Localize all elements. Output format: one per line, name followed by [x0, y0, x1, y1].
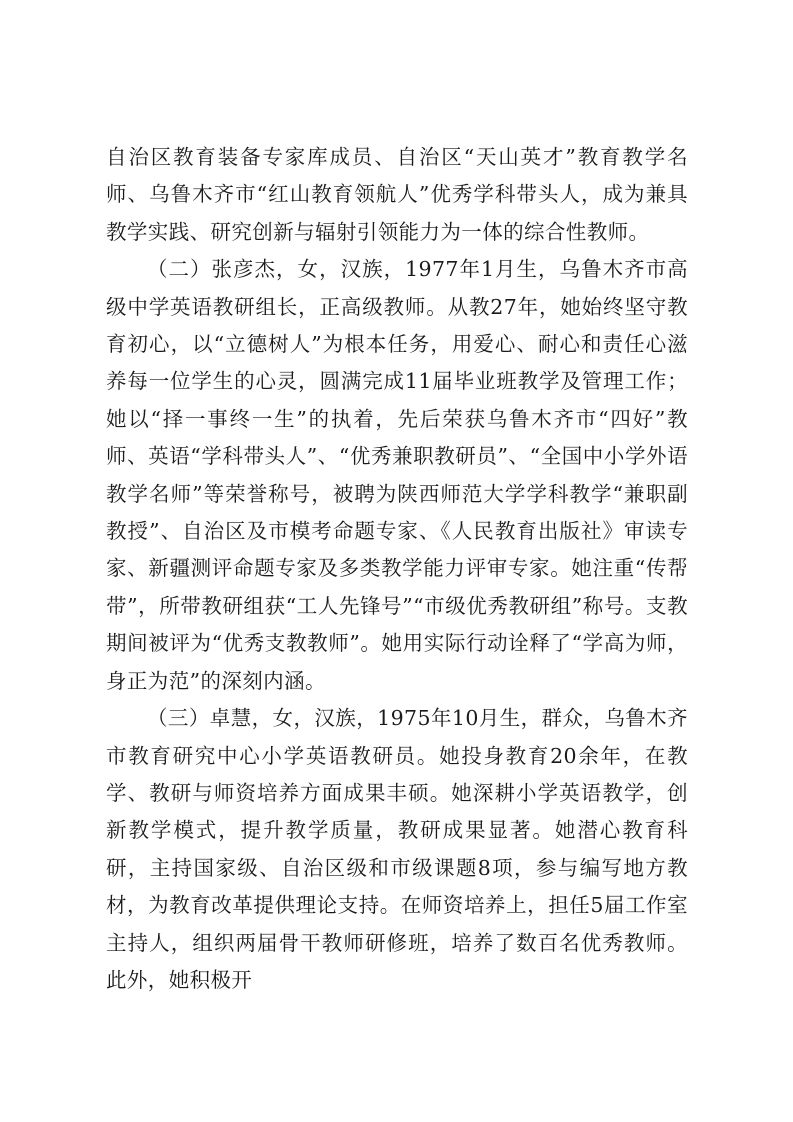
paragraph-zhuo-hui: （三）卓慧，女，汉族，1975年10月生，群众，乌鲁木齐市教育研究中心小学英语教研员。她投身教育20余年，在教学、教研与师资培养方面成果丰硕。她深耕小学英语教学，创新教学模式，提升教学质量，教研成果显著。她潜心教育科研，主持国家级、自治区级和市级课题8项，参与编写地方教材，为教育改革提供理论支持。在师资培养上，担任5届工作室主持人，组织两届骨干教师研修班，培养了数百名优秀教师。此外，她积极开: [106, 706, 688, 992]
paragraph-zhang-yanjie: （二）张彦杰，女，汉族，1977年1月生，乌鲁木齐市高级中学英语教研组长，正高级教师。从教27年，她始终坚守教育初心，以“立德树人”为根本任务，用爱心、耐心和责任心滋养每一位学生的心灵，圆满完成11届毕业班教学及管理工作；她以“择一事终一生”的执着，先后荣获乌鲁木齐市“四好”教师、英语“学科带头人”、“优秀兼职教研员”、“全国中小学外语教学名师”等荣誉称号，被聘为陕西师范大学学科教学“兼职副教授”、自治区及市模考命题专家、《人民教育出版社》审读专家、新疆测评命题专家及多类教学能力评审专家。她注重“传帮带”，所带教研组获“工人先锋号”“市级优秀教研组”称号。支教期间被评为“优秀支教教师”。她用实际行动诠释了“学高为师，身正为范”的深刻内涵。: [106, 257, 688, 693]
body-text: [106, 139, 688, 999]
paragraph-intro-continued: 自治区教育装备专家库成员、自治区“天山英才”教育教学名师、乌鲁木齐市“红山教育领航人”优秀学科带头人，成为兼具教学实践、研究创新与辐射引领能力为一体的综合性教师。: [106, 145, 688, 244]
